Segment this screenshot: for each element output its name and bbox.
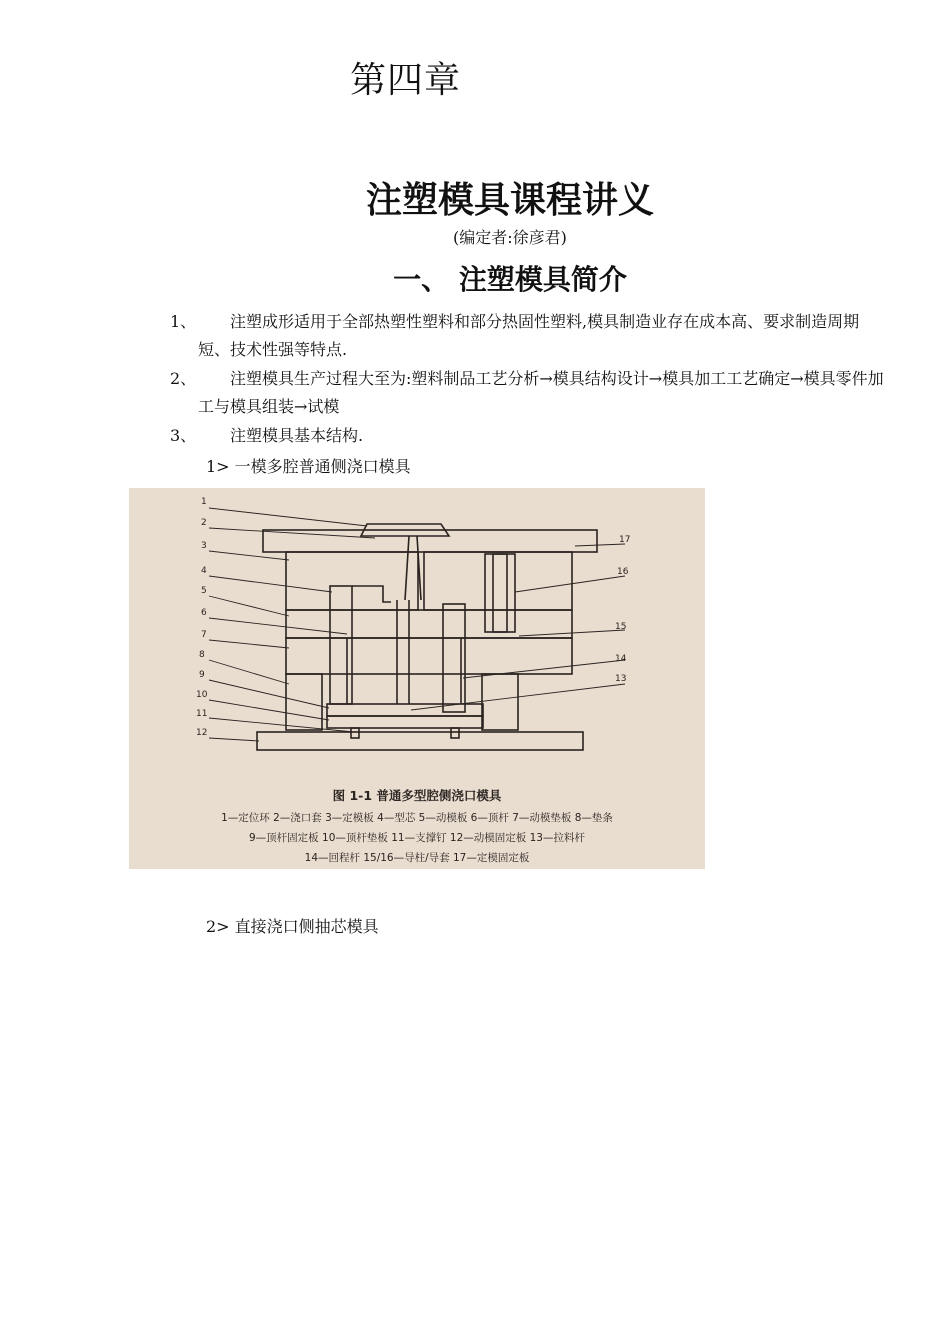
list-item-number: 3、 bbox=[170, 426, 197, 445]
list-item bbox=[170, 365, 890, 421]
label-10: 10 bbox=[196, 690, 208, 700]
bottom-clamp-plate-shape bbox=[257, 732, 583, 750]
label-6: 6 bbox=[201, 608, 207, 618]
label-14: 14 bbox=[615, 654, 627, 664]
label-2: 2 bbox=[201, 518, 207, 528]
core-shape bbox=[330, 586, 352, 704]
moving-plate-shape bbox=[286, 610, 572, 638]
mold-diagram bbox=[129, 488, 705, 869]
subheading-2: 2> 直接浇口侧抽芯模具 bbox=[206, 917, 379, 936]
list-item bbox=[170, 422, 890, 450]
author-line: (编定者:徐彦君) bbox=[453, 228, 567, 247]
label-17: 17 bbox=[619, 535, 631, 545]
mold-diagram-figure bbox=[129, 488, 705, 869]
label-1: 1 bbox=[201, 497, 207, 507]
chapter-heading: 第四章 bbox=[350, 60, 462, 101]
figure-legend-line-1: 1—定位环 2—浇口套 3—定模板 4—型芯 5—动模板 6—顶杆 7—动模垫板 8—垫条 bbox=[221, 812, 613, 824]
label-16: 16 bbox=[617, 567, 629, 577]
figure-caption: 图 1-1 普通多型腔侧浇口模具 bbox=[332, 788, 502, 803]
label-13: 13 bbox=[615, 674, 627, 684]
support-plate-shape bbox=[286, 638, 572, 674]
label-7: 7 bbox=[201, 630, 207, 640]
guide-bush-shape bbox=[485, 554, 515, 632]
figure-legend-line-2: 9—顶杆固定板 10—顶杆垫板 11—支撑钉 12—动模固定板 13—拉料杆 bbox=[249, 832, 585, 844]
section-heading: 一、 注塑模具简介 bbox=[393, 263, 627, 296]
label-5: 5 bbox=[201, 586, 207, 596]
fixed-plate-right-shape bbox=[424, 552, 572, 610]
top-clamp-plate-shape bbox=[263, 530, 597, 552]
label-8: 8 bbox=[199, 650, 205, 660]
ejector-plate-shape bbox=[327, 704, 483, 716]
list-item-text: 注塑模具基本结构. bbox=[230, 426, 364, 445]
subheading-1: 1> 一模多腔普通侧浇口模具 bbox=[206, 457, 411, 476]
label-12: 12 bbox=[196, 728, 208, 738]
label-3: 3 bbox=[201, 541, 207, 551]
list-item bbox=[170, 308, 890, 364]
label-9: 9 bbox=[199, 670, 205, 680]
document-title: 注塑模具课程讲义 bbox=[365, 180, 654, 221]
list-item-text: 注塑成形适用于全部热塑性塑料和部分热固性塑料,模具制造业存在成本高、要求制造周期短、技术性强等特点. bbox=[198, 312, 860, 359]
label-4: 4 bbox=[201, 566, 207, 576]
list-item-number: 1、 bbox=[170, 312, 197, 331]
figure-legend-line-3: 14—回程杆 15/16—导柱/导套 17—定模固定板 bbox=[304, 852, 530, 864]
label-11: 11 bbox=[196, 709, 208, 719]
list-item-text: 注塑模具生产过程大至为:塑料制品工艺分析→模具结构设计→模具加工工艺确定→模具零件加工与模具组装→试模 bbox=[198, 369, 884, 416]
list-item-number: 2、 bbox=[170, 369, 197, 388]
label-15: 15 bbox=[615, 622, 627, 632]
